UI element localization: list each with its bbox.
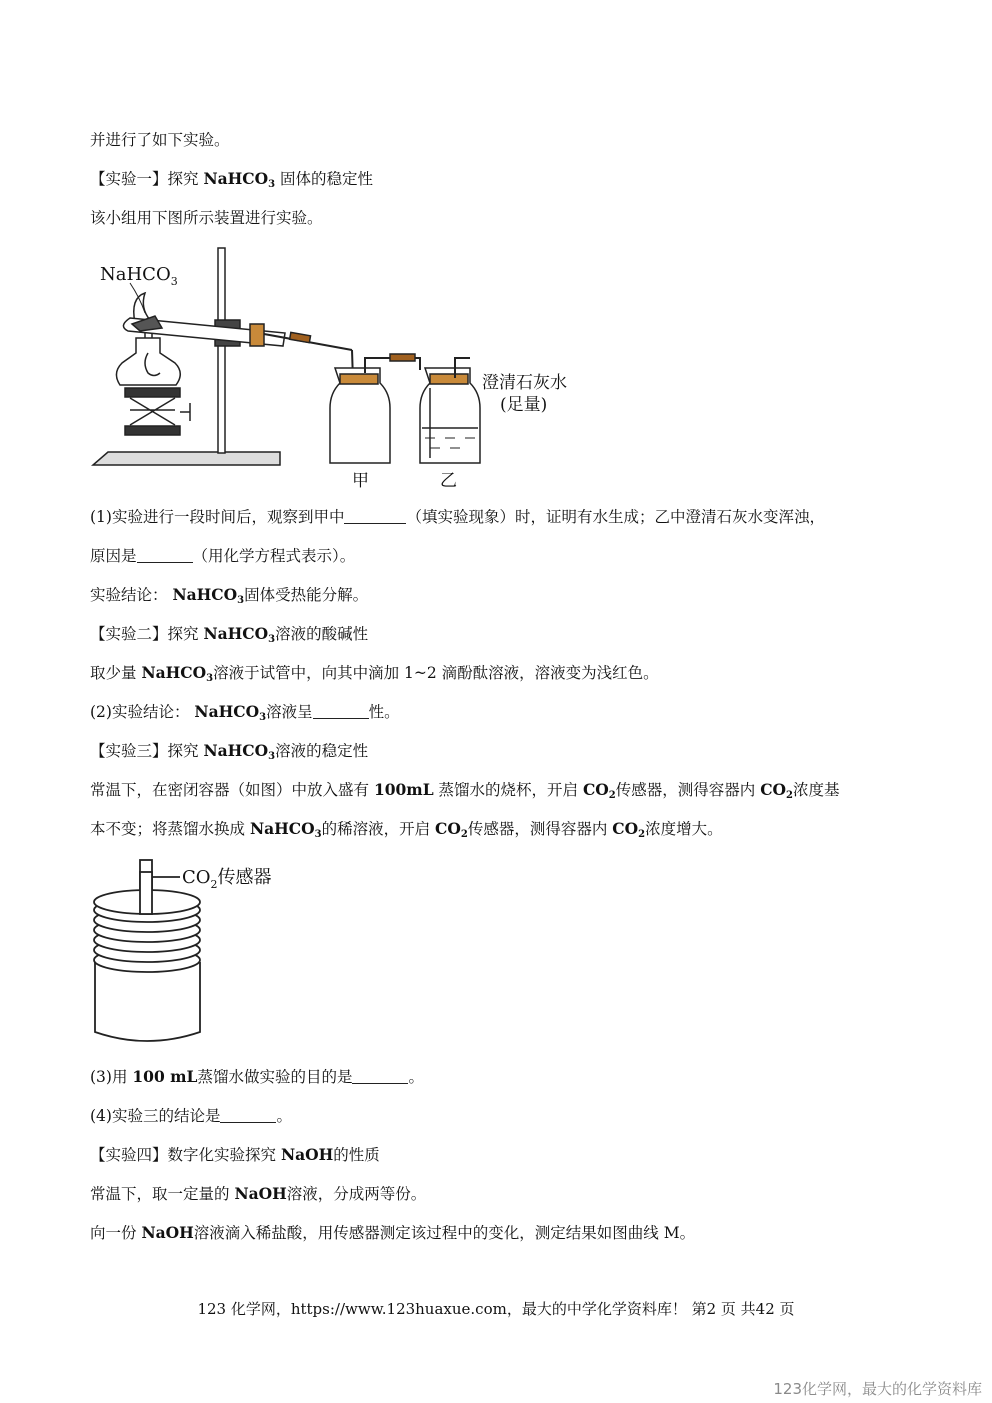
answer-blank[interactable] <box>352 1069 408 1084</box>
question-2: (2)实验结论： NaHCO$_3$溶液呈 性。 <box>90 702 400 723</box>
watermark: 123化学网，最大的化学资料库 <box>773 1380 982 1398</box>
stand-base <box>93 452 280 465</box>
svg-text:CO2传感器: $CO_2$传感器 <box>182 867 272 891</box>
experiment-four-text-cont: 向一份 NaOH溶液滴入稀盐酸，用传感器测定该过程中的变化，测定结果如图曲线 M。 <box>90 1223 696 1242</box>
experiment-two-text: 取少量 NaHCO$_3$溶液于试管中，向其中滴加 1~2 滴酚酞溶液，溶液变为浅红色。 <box>90 663 659 684</box>
container-body <box>95 962 200 1041</box>
svg-text:NaHCO3: NaHCO$_3$ <box>100 264 178 288</box>
experiment-three-heading: 【实验三】探究 NaHCO$_3$溶液的稳定性 <box>90 741 369 762</box>
experiment-three-text: 常温下，在密闭容器（如图）中放入盛有 100mL 蒸馏水的烧杯，开启 $CO_2$传感器，测得容器内 $CO_2$浓度基 <box>90 780 840 801</box>
answer-blank[interactable] <box>313 704 369 719</box>
experiment-three-text-cont: 本不变；将蒸馏水换成 NaHCO$_3$的稀溶液，开启 $CO_2$传感器，测得容器内 $CO_2$浓度增大。 <box>90 819 723 840</box>
heating-apparatus-figure <box>90 238 610 493</box>
answer-blank[interactable] <box>220 1108 276 1123</box>
svg-text:澄清石灰水: 澄清石灰水 <box>482 373 567 393</box>
alcohol-lamp <box>116 338 180 385</box>
experiment-one-heading: 【实验一】探究 NaHCO$_3$ 固体的稳定性 <box>90 169 374 190</box>
experiment-four-heading: 【实验四】数字化实验探究 NaOH的性质 <box>90 1145 380 1164</box>
conclusion-1: 实验结论： NaHCO$_3$固体受热能分解。 <box>90 585 369 606</box>
question-4: (4)实验三的结论是 。 <box>90 1107 292 1125</box>
experiment-two-heading: 【实验二】探究 NaHCO$_3$溶液的酸碱性 <box>90 624 369 645</box>
svg-text:甲: 甲 <box>352 471 369 491</box>
page-footer: 123 化学网，https://www.123huaxue.com，最大的中学化学资料库！ 第2 页 共42 页 <box>197 1300 795 1318</box>
question-1: (1)实验进行一段时间后，观察到甲中 （填实验现象）时，证明有水生成；乙中澄清石灰水变浑浊， <box>90 508 825 526</box>
svg-text:(足量): (足量) <box>500 395 548 415</box>
experiment-four-text: 常温下，取一定量的 NaOH溶液，分成两等份。 <box>90 1184 427 1203</box>
answer-blank[interactable] <box>137 548 193 563</box>
question-3: (3)用 100 mL蒸馏水做实验的目的是 。 <box>90 1067 424 1086</box>
text-line: 该小组用下图所示装置进行实验。 <box>90 209 323 227</box>
svg-text:乙: 乙 <box>440 471 457 491</box>
stand-rod <box>218 248 225 453</box>
text-line: 并进行了如下实验。 <box>90 131 230 149</box>
answer-blank[interactable] <box>344 509 406 524</box>
sealed-container-figure <box>90 852 310 1047</box>
question-1-cont: 原因是 （用化学方程式表示）。 <box>90 547 356 565</box>
